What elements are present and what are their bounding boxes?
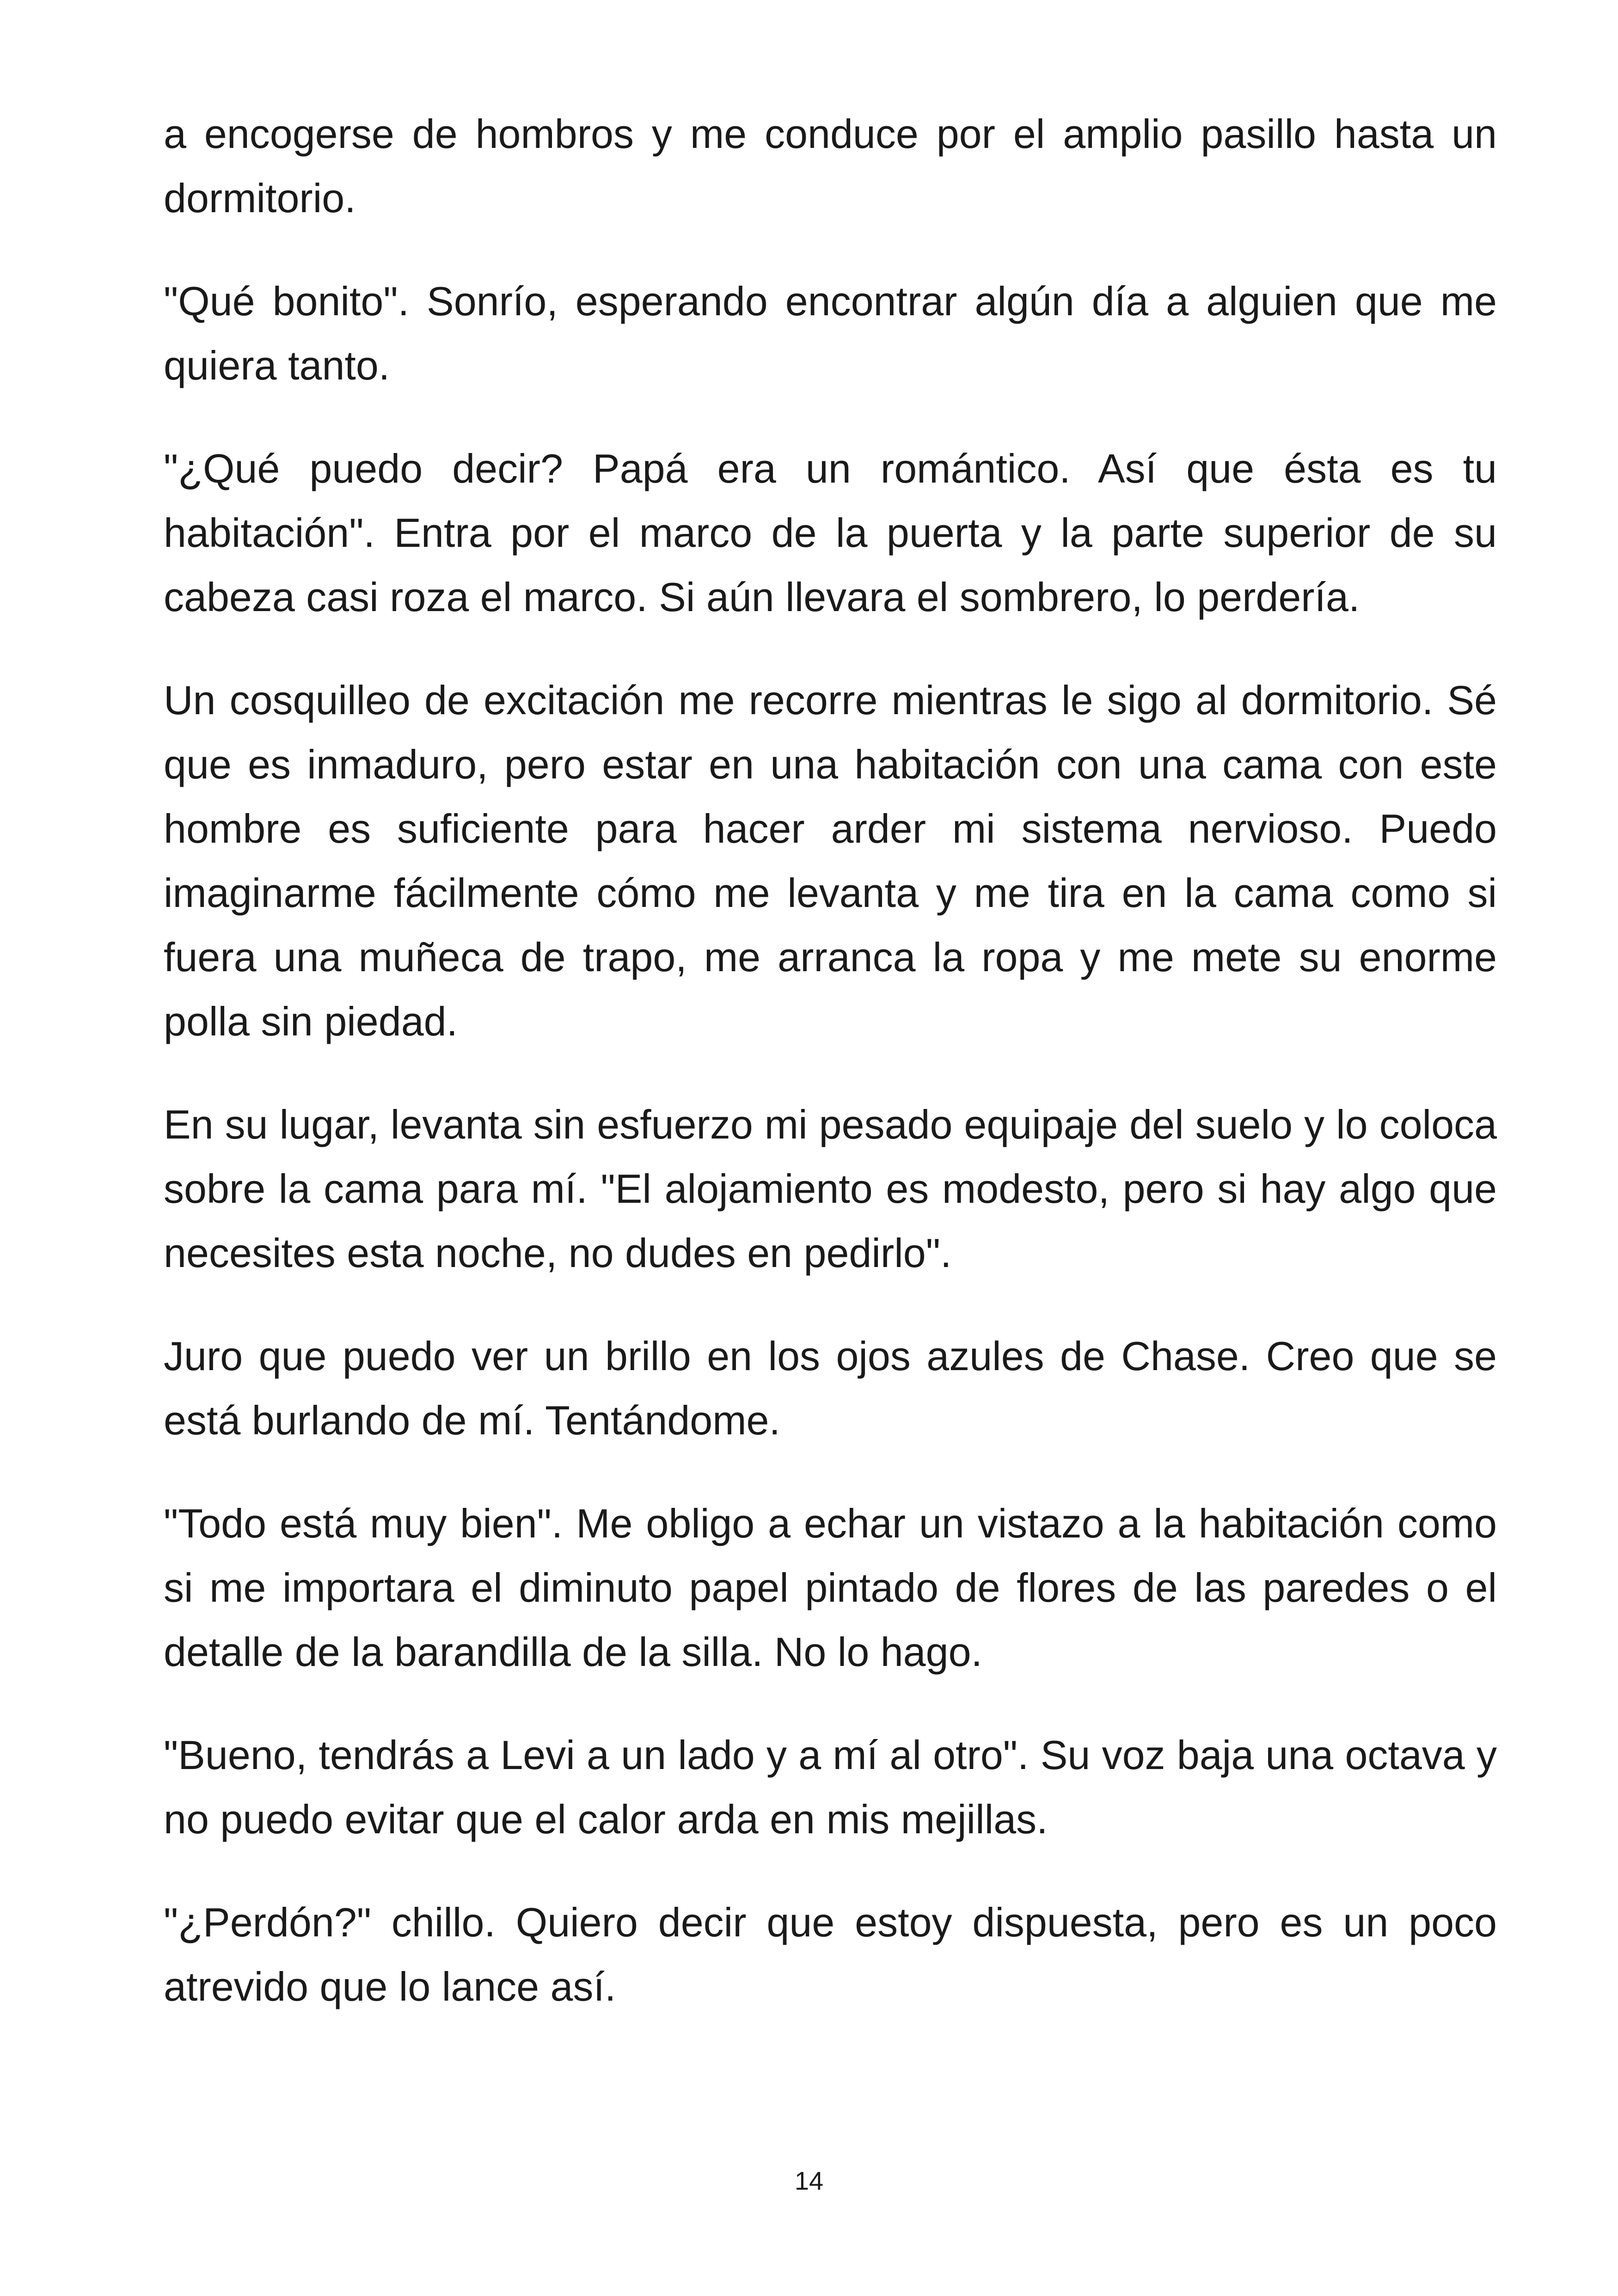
page-number: 14 (794, 2166, 824, 2195)
paragraph-5: En su lugar, levanta sin esfuerzo mi pesado equipaje del suelo y lo coloca sobre la cama para mí. "El alojamiento es modesto, pero si hay algo que necesites esta noche, no dudes en pedirlo". (164, 1102, 1497, 1276)
paragraph-1: a encogerse de hombros y me conduce por el amplio pasillo hasta un dormitorio. (164, 111, 1497, 221)
document-body (164, 102, 1497, 2019)
paragraph-7: "Todo está muy bien". Me obligo a echar un vistazo a la habitación como si me importara el diminuto papel pintado de flores de las paredes o el detalle de la barandilla de la silla. No lo hago. (164, 1500, 1497, 1675)
paragraph-9: "¿Perdón?" chillo. Quiero decir que estoy dispuesta, pero es un poco atrevido que lo lance así. (164, 1899, 1497, 2009)
paragraph-2: "Qué bonito". Sonrío, esperando encontrar algún día a alguien que me quiera tanto. (164, 278, 1497, 388)
paragraph-8: "Bueno, tendrás a Levi a un lado y a mí al otro". Su voz baja una octava y no puedo evitar que el calor arda en mis mejillas. (164, 1732, 1497, 1842)
paragraph-3: "¿Qué puedo decir? Papá era un romántico. Así que ésta es tu habitación". Entra por el marco de la puerta y la parte superior de su cabeza casi roza el marco. Si aún llevara el sombrero, lo perdería. (164, 446, 1497, 620)
paragraph-6: Juro que puedo ver un brillo en los ojos azules de Chase. Creo que se está burlando de mí. Tentándome. (164, 1333, 1497, 1443)
paragraph-4: Un cosquilleo de excitación me recorre mientras le sigo al dormitorio. Sé que es inmaduro, pero estar en una habitación con una cama con este hombre es suficiente para hacer arder mi sistema nervioso. Puedo imaginarme fácilmente cómo me levanta y me tira en la cama como si fuera una muñeca de trapo, me arranca la ropa y me mete su enorme polla sin piedad. (164, 677, 1497, 1044)
